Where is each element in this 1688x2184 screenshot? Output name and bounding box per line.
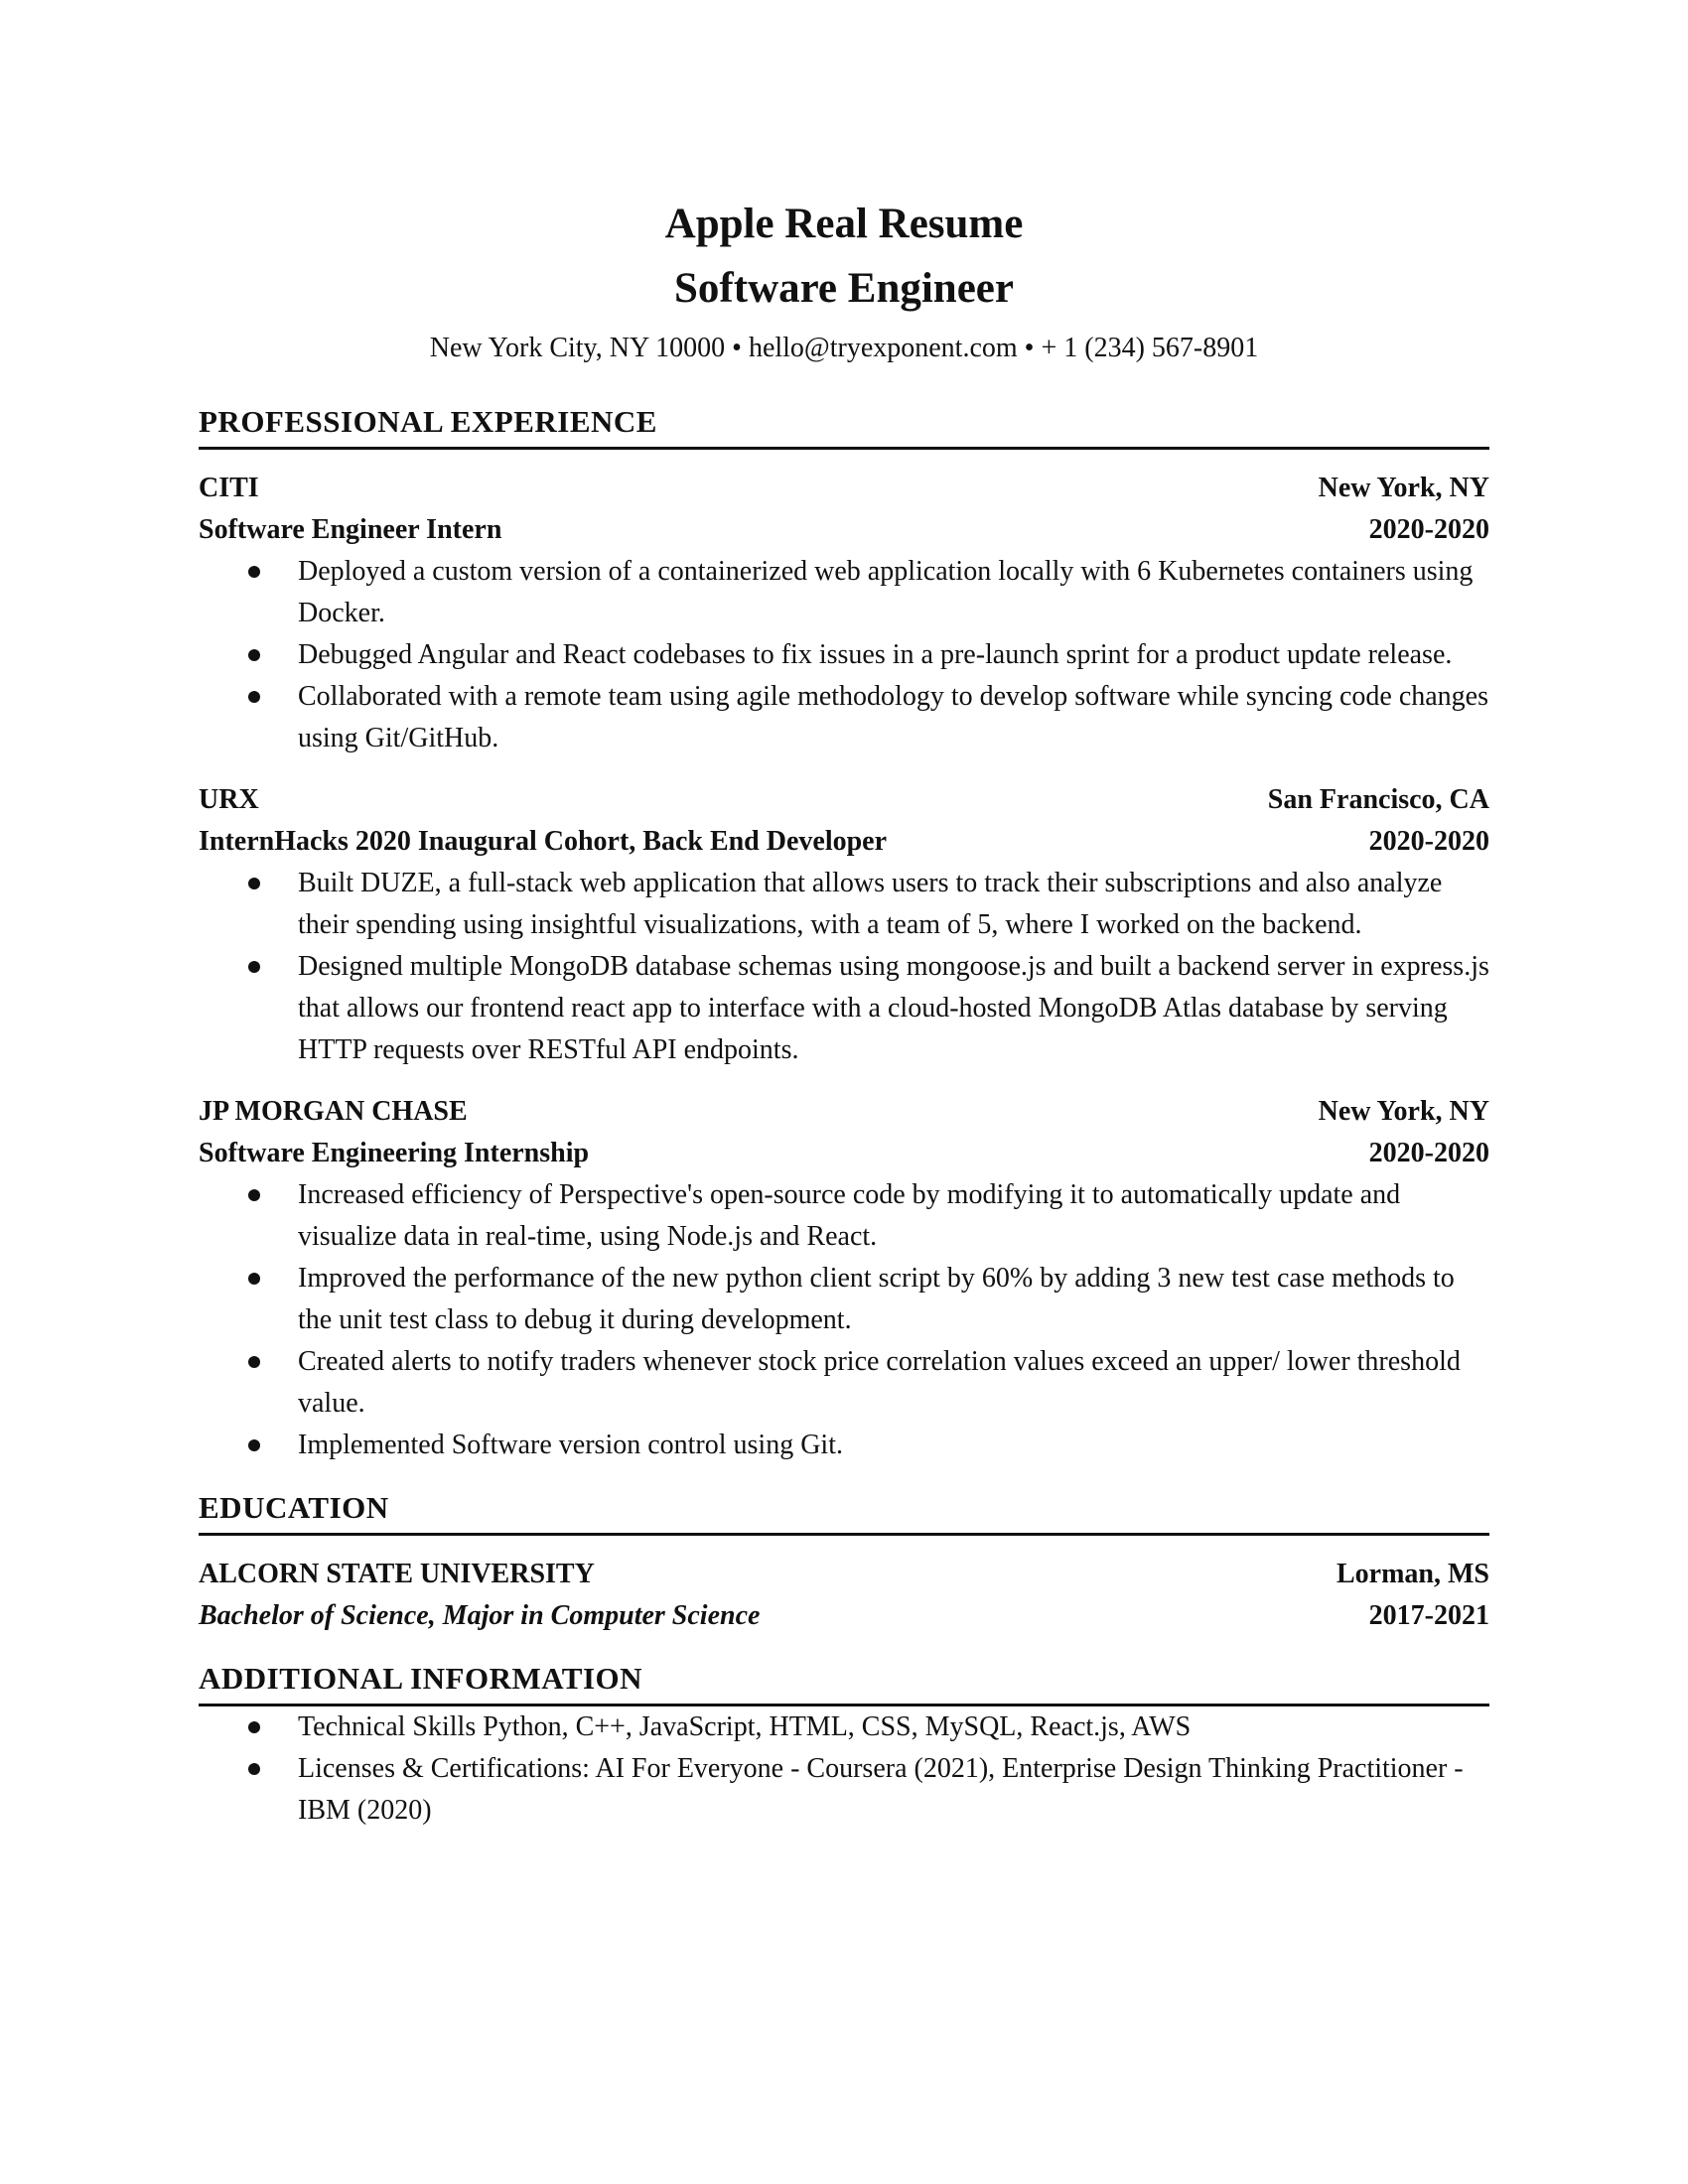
bullet-icon <box>248 1763 260 1775</box>
list-item <box>199 1174 1489 1258</box>
education-entry <box>199 1554 1489 1637</box>
bullet-icon <box>248 649 260 661</box>
bullet-icon <box>248 1273 260 1285</box>
job-role: InternHacks 2020 Inaugural Cohort, Back End Developer <box>199 826 888 857</box>
bullet-text: Technical Skills Python, C++, JavaScript, HTML, CSS, MySQL, React.js, AWS <box>298 1711 1192 1742</box>
degree-row <box>199 1595 1489 1637</box>
list-item <box>199 863 1489 946</box>
bullet-text: Improved the performance of the new python client script by 60% by adding 3 new test case methods to the unit test class to debug it during development. <box>298 1263 1455 1335</box>
job-dates: 2020-2020 <box>1368 1138 1489 1168</box>
job-location: San Francisco, CA <box>1267 784 1489 815</box>
section-heading-additional: ADDITIONAL INFORMATION <box>199 1659 1489 1706</box>
bullet-icon <box>248 566 260 578</box>
school-location: Lorman, MS <box>1336 1559 1489 1589</box>
job-bullets <box>199 1174 1489 1466</box>
job-entry-urx <box>199 779 1489 1071</box>
section-heading-experience: PROFESSIONAL EXPERIENCE <box>199 402 1489 450</box>
school-row <box>199 1554 1489 1595</box>
bullet-icon <box>248 1721 260 1733</box>
bullet-icon <box>248 691 260 703</box>
bullet-text: Deployed a custom version of a containerized web application locally with 6 Kubernetes containers using Docker. <box>298 556 1474 628</box>
job-role-row <box>199 509 1489 551</box>
list-item <box>199 634 1489 676</box>
job-location: New York, NY <box>1318 1096 1489 1127</box>
job-company-row <box>199 1091 1489 1133</box>
resume-page <box>199 195 1489 1832</box>
bullet-icon <box>248 1439 260 1451</box>
section-heading-education: EDUCATION <box>199 1488 1489 1536</box>
bullet-icon <box>248 878 260 889</box>
list-item <box>199 1425 1489 1466</box>
job-title: Software Engineer <box>674 265 1014 312</box>
list-item <box>199 946 1489 1071</box>
bullet-text: Licenses & Certifications: AI For Everyone - Coursera (2021), Enterprise Design Thinking Practitioner - IBM (2020) <box>298 1753 1464 1826</box>
additional-bullets <box>199 1706 1489 1832</box>
list-item <box>199 1748 1489 1832</box>
contact-line: New York City, NY 10000 • hello@tryexponent.com • + 1 (234) 567-8901 <box>429 333 1259 363</box>
job-dates: 2020-2020 <box>1368 514 1489 545</box>
bullet-text: Created alerts to notify traders whenever stock price correlation values exceed an upper/ lower threshold value. <box>298 1346 1461 1419</box>
degree: Bachelor of Science, Major in Computer Science <box>199 1600 761 1631</box>
job-role: Software Engineering Internship <box>199 1138 590 1168</box>
list-item <box>199 676 1489 759</box>
bullet-text: Designed multiple MongoDB database schemas using mongoose.js and built a backend server in express.js that allows our frontend react app to interface with a cloud-hosted MongoDB Atlas database by serving HTTP requests over RESTful API endpoints. <box>298 951 1489 1065</box>
list-item <box>199 1706 1489 1748</box>
job-bullets <box>199 551 1489 759</box>
job-role-row <box>199 1133 1489 1174</box>
job-company-row <box>199 779 1489 821</box>
school-name: ALCORN STATE UNIVERSITY <box>199 1559 595 1589</box>
list-item <box>199 551 1489 634</box>
job-location: New York, NY <box>1318 473 1489 503</box>
bullet-icon <box>248 1189 260 1201</box>
job-company: CITI <box>199 473 259 503</box>
job-role: Software Engineer Intern <box>199 514 502 545</box>
bullet-text: Collaborated with a remote team using agile methodology to develop software while syncing code changes using Git/GitHub. <box>298 681 1488 753</box>
bullet-text: Built DUZE, a full-stack web application that allows users to track their subscriptions and also analyze their spending using insightful visualizations, with a team of 5, where I worked on the backend. <box>298 868 1443 940</box>
candidate-name: Apple Real Resume <box>664 201 1024 247</box>
job-role-row <box>199 821 1489 863</box>
bullet-text: Debugged Angular and React codebases to fix issues in a pre-launch sprint for a product update release. <box>298 639 1453 670</box>
list-item <box>199 1341 1489 1425</box>
bullet-icon <box>248 961 260 973</box>
job-bullets <box>199 863 1489 1071</box>
job-entry-jp-morgan <box>199 1091 1489 1466</box>
bullet-icon <box>248 1356 260 1368</box>
list-item <box>199 1258 1489 1341</box>
job-dates: 2020-2020 <box>1368 826 1489 857</box>
job-company-row <box>199 468 1489 509</box>
job-company: URX <box>199 784 259 815</box>
job-entry-citi <box>199 468 1489 759</box>
education-dates: 2017-2021 <box>1368 1600 1489 1631</box>
bullet-text: Increased efficiency of Perspective's open-source code by modifying it to automatically update and visualize data in real-time, using Node.js and React. <box>298 1179 1401 1252</box>
bullet-text: Implemented Software version control using Git. <box>298 1430 843 1460</box>
job-company: JP MORGAN CHASE <box>199 1096 468 1127</box>
resume-header <box>199 195 1489 368</box>
